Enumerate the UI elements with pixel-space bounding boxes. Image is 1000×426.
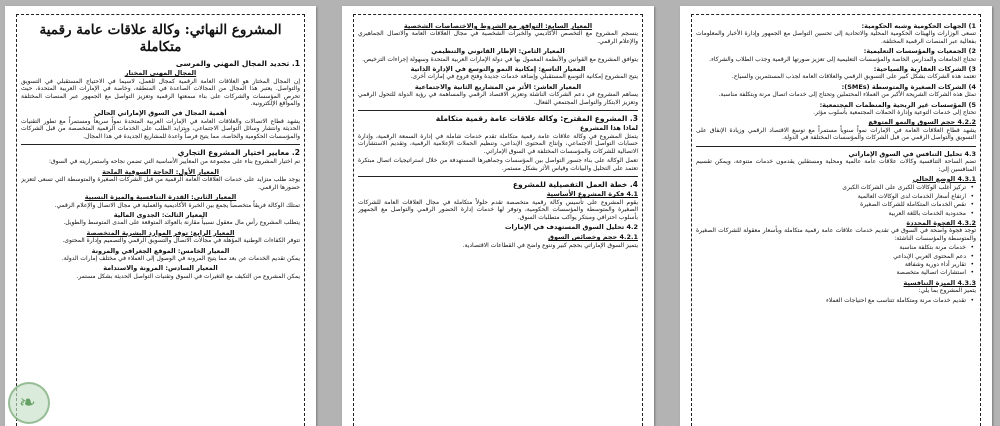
paragraph: يشهد قطاع الاتصالات والعلاقات العامة في الإمارات العربية المتحدة نمواً سريعاً ومستمراً مع تطور التقنيات الحديثة وانتشار وسائل التواصل الاجتماعي، ويتزايد الطلب على الخدمات الرقمية المتخصصة من قبل الشركات والمؤسسات الحكومية والخاصة، مما يتيح فرصاً واعدة للمشاريع الجديدة في هذا المجال.: [21, 117, 300, 140]
list-item: • ارتفاع أسعار الخدمات لدى الوكالات العالمية: [696, 193, 966, 200]
paragraph: تعتمد هذه الشركات بشكل كبير على التسويق الرقمي والعلاقات العامة لجذب المستثمرين والسياح.: [731, 73, 976, 81]
list-item: • تركيز أغلب الوكالات الكبرى على الشركات الكبرى: [696, 184, 966, 191]
paragraph: يقوم المشروع على تأسيس وكالة رقمية متخصصة تقدم حلولاً متكاملة في مجال العلاقات العامة للشركات الصغيرة والمتوسطة والمؤسسات الحكومية، وتوفر لها خدمات إدارة الحضور الرقمي والتواصل مع الجمهور بأسلوب احترافي ومبتكر يواكب متطلبات السوق.: [358, 198, 638, 221]
document-title: المشروع النهائي: وكالة علاقات عامة رقمية متكاملة: [39, 22, 282, 55]
subheading: 4.2.2 حجم السوق والنمو المتوقع: [868, 118, 976, 127]
subheading: 2) الجمعيات والمؤسسات التعليمية:: [863, 47, 976, 56]
paragraph: يشهد قطاع العلاقات العامة في الإمارات نمواً سنوياً مستمراً مع توسع الاقتصاد الرقمي وزيادة الإنفاق على التسويق والتواصل الرقمي من قبل الشركات والمؤسسات المختلفة في الدولة.: [696, 126, 976, 142]
paragraph: تمتلك الوكالة فريقاً متخصصاً يجمع بين الخبرة الأكاديمية والعملية في مجال الاتصال والإعلام الرقمي.: [54, 201, 300, 209]
leaf-logo-icon: [8, 382, 50, 424]
list-item: • تقارير أداء دورية وشفافة: [696, 261, 966, 268]
section-heading: 3. المشروع المقترح: وكالة علاقات عامة رقمية متكاملة: [435, 114, 638, 124]
subheading: 3) الشركات العقارية والسياحية:: [873, 65, 976, 74]
section-heading: 4. خطة العمل التفصيلية للمشروع: [512, 179, 638, 189]
paragraph: ينسجم المشروع مع التخصص الأكاديمي والخبرات الشخصية في مجال العلاقات العامة والاتصال الجماهيري والإعلام الرقمي.: [358, 30, 638, 45]
subheading: 5) المؤسسات غير الربحية والمنظمات المجتمعية:: [819, 100, 976, 109]
list-item: • تقديم خدمات مرنة ومتكاملة تتناسب مع احتياجات العملاء: [696, 297, 966, 304]
bullet-list: [696, 184, 976, 217]
paragraph: تتوفر الكفاءات الوطنية المؤهلة في مجالات الاتصال والتسويق الرقمي والتصميم وإدارة المحتوى.: [62, 237, 300, 245]
paragraph: يتيح المشروع إمكانية التوسع المستقبلي وإضافة خدمات جديدة وفتح فروع في إمارات أخرى.: [410, 73, 638, 81]
paragraph: يتوافق المشروع مع القوانين والأنظمة المعمول بها في دولة الإمارات العربية المتحدة وسهولة إجراءات الترخيص.: [362, 55, 638, 63]
paragraph: يمكن تقديم الخدمات عن بعد مما يتيح المرونة في الوصول إلى العملاء في مختلف إمارات الدولة.: [61, 254, 300, 262]
paragraph: تسعى الوزارات والهيئات الحكومية المحلية والاتحادية إلى تحسين التواصل مع الجمهور وإدارة الأخبار والمعلومات بفعالية عبر المنصات الرقمية المختلفة.: [696, 30, 976, 45]
subheading: 4.3 تحليل التنافس في السوق الإماراتي: [848, 149, 976, 158]
document-page-2: [342, 6, 654, 426]
page-content: [358, 20, 638, 426]
subheading: 4.1 فكرة المشروع الأساسية: [546, 190, 638, 199]
section-heading: 2. معايير اختيار المشروع التجاري: [177, 148, 300, 158]
subheading: المعيار الرابع: توفر الموارد البشرية المتخصصة: [86, 228, 235, 237]
divider: [358, 110, 638, 111]
subheading: 4.2.1 حجم وخصائص السوق: [548, 233, 638, 242]
paragraph: يتميز السوق الإماراتي بحجم كبير وتنوع واضح في القطاعات الاقتصادية.: [462, 241, 638, 249]
page-content: [21, 20, 300, 426]
subheading: المجال المهني المختار: [124, 69, 197, 78]
subheading: 1) الجهات الحكومية وشبه الحكومية:: [861, 22, 976, 30]
paragraph: تحتاج إلى خدمات التوعية وإدارة الحملات المجتمعية بأسلوب مؤثر.: [813, 109, 976, 117]
subheading: المعيار العاشر: الأثر من المشاريع الثانية والاجتماعية: [414, 82, 582, 91]
page-content: [696, 20, 976, 426]
paragraph: تعمل الوكالة على بناء جسور التواصل بين المؤسسات وجماهيرها المستهدفة من خلال استراتيجيات اتصال مبتكرة تعتمد على التحليل والبيانات وقياس الأثر بشكل مستمر.: [358, 157, 638, 172]
subheading: لماذا هذا المشروع: [580, 124, 638, 133]
subheading: المعيار الخامس: الموقع الجغرافي والمرونة: [91, 246, 230, 255]
paragraph: توجد فجوة واضحة في السوق في تقديم خدمات علاقات عامة رقمية متكاملة وبأسعار معقولة للشركات الصغيرة والمتوسطة والمؤسسات الناشئة:: [696, 227, 976, 242]
subheading: 4.3.2 الفجوة المحددة: [906, 218, 976, 227]
divider: [696, 146, 976, 147]
list-item: • نقص الخدمات المتكاملة للشركات الصغيرة: [696, 201, 966, 208]
bullet-list: [696, 244, 976, 277]
subheading: 4.2 تحليل السوق المستهدف في الإمارات: [505, 222, 638, 231]
subheading: المعيار الأول: الحاجة السوقية الملحة: [102, 167, 219, 176]
paragraph: تضم الساحة التنافسية وكالات علاقات عامة عالمية ومحلية ومستقلين يقدمون خدمات متنوعة، ويمكن تقسيم المنافسين إلى:: [696, 158, 976, 173]
list-item: • خدمات مرنة بتكلفة مناسبة: [696, 244, 966, 251]
subheading: 4) الشركات الصغيرة والمتوسطة (SMEs):: [841, 82, 976, 91]
subheading: 4.3.1 الوضع الحالي: [912, 174, 976, 183]
subheading: المعيار الثاني: القدرة التنافسية والميزة النسبية: [84, 193, 237, 202]
paragraph: يتطلب المشروع رأس مال معقول نسبياً مقارنة بالعوائد المتوقعة على المدى المتوسط والطويل.: [63, 219, 300, 227]
paragraph: تمثل هذه الشركات الشريحة الأكبر من العملاء المحتملين وتحتاج إلى خدمات اتصال مرنة وبتكلفة مناسبة.: [718, 91, 976, 99]
document-page-1: [5, 6, 316, 426]
paragraph: إن المجال المختار هو العلاقات العامة الرقمية كمجال للعمل، لاسيما في الاحتياج المستقبلي في التسويق والتواصل. يعتبر هذا المجال من المجالات الصاعدة في المنطقة، وخاصة في الإمارات العربية المتحدة، حيث تحرص المؤسسات والشركات على بناء سمعتها الرقمية وتعزيز التواصل مع الجمهور عبر المنصات المختلفة والمواقع الإلكترونية.: [21, 77, 300, 108]
list-item: • استشارات اتصالية متخصصة: [696, 269, 966, 276]
subheading: المعيار التاسع: إمكانية النمو والتوسع في الإدارة الذاتية: [410, 65, 586, 74]
paragraph: يمكن المشروع من التكيف مع التغيرات في السوق وتقنيات التواصل الحديثة بشكل مستمر.: [76, 272, 300, 280]
document-page-3: [680, 6, 992, 426]
bullet-list: [696, 297, 976, 304]
subheading: المعيار السادس: المرونة والاستدامة: [103, 264, 218, 273]
divider: [21, 144, 300, 145]
list-item: • محدودية الخدمات باللغة العربية: [696, 210, 966, 217]
leaf-glyph-icon: ❧: [19, 390, 36, 414]
divider: [358, 176, 638, 177]
subheading: 4.3.3 الميزة التنافسية: [903, 278, 976, 287]
paragraph: يوجد طلب متزايد على خدمات العلاقات العامة الرقمية من قبل الشركات الصغيرة والمتوسطة التي تسعى لتعزيز حضورها الرقمي.: [21, 176, 300, 191]
paragraph: تحتاج الجامعات والمدارس الخاصة والمؤسسات التعليمية إلى تعزيز صورتها الرقمية وجذب الطلاب والشركاء.: [709, 55, 976, 63]
list-item: • دعم المحتوى العربي الإبداعي: [696, 253, 966, 260]
subheading: المعيار الثامن: الإطار القانوني والتنظيمي: [431, 47, 565, 56]
section-heading: 1. تحديد المجال المهني والمرسى: [175, 59, 300, 68]
paragraph: يتمثل المشروع في وكالة علاقات عامة رقمية متكاملة تقدم خدمات شاملة في إدارة السمعة الرقمية، وإدارة حسابات التواصل الاجتماعي، وإنتاج المحتوى الإبداعي، وتنظيم الحملات الإعلامية الرقمية، وتقديم الاستشارات الاتصالية للشركات والمؤسسات المختلفة في السوق الإماراتي.: [358, 132, 638, 155]
subheading: المعيار السابع: التوافق مع الشروط والاختصاصات الشخصية: [403, 22, 593, 30]
subheading: المعيار الثالث: الجدوى المالية: [113, 210, 208, 219]
subheading: أهمية المجال في السوق الإماراتي الحالي: [94, 109, 227, 118]
paragraph: يتميز المشروع بما يلي:: [918, 287, 976, 295]
paragraph: يساهم المشروع في دعم الشركات الناشئة وتعزيز الاقتصاد الرقمي والمساهمة في رؤية الدولة للتحول الرقمي وتعزيز الابتكار والتواصل المجتمعي الفعال.: [358, 91, 638, 106]
paragraph: تم اختيار المشروع بناء على مجموعة من المعايير الأساسية التي تضمن نجاحه واستمراريته في السوق:: [48, 158, 300, 166]
